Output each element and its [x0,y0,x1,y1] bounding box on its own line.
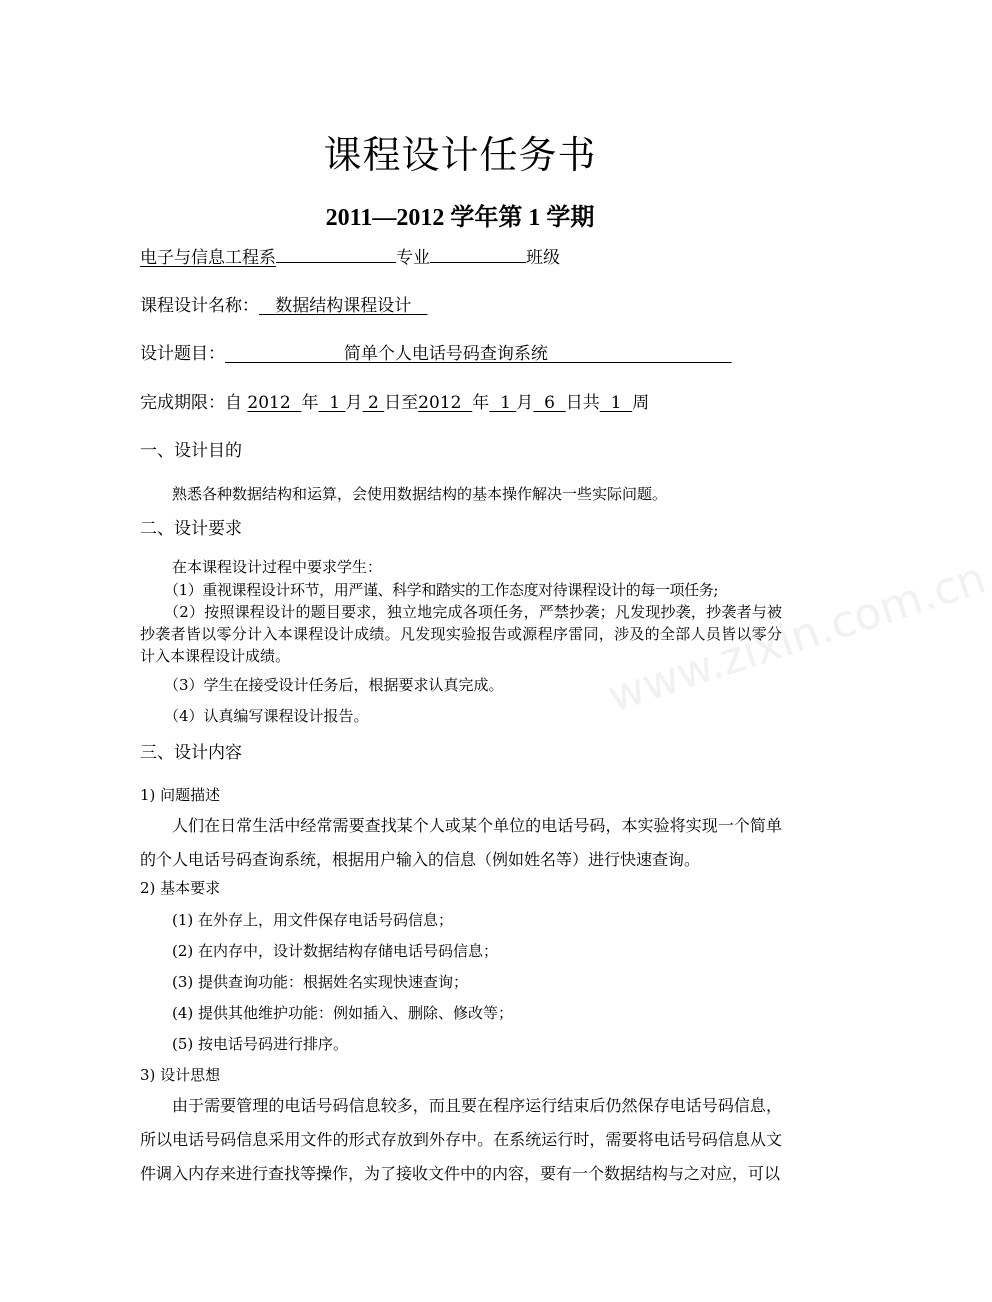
end-month-text: 1 [500,393,511,413]
requirement-1: (1) 在外存上，用文件保存电话号码信息； [172,911,454,929]
course-name-value [259,296,427,316]
design-topic-value [225,344,732,364]
month-label-1: 月 [345,393,363,413]
start-day [363,393,385,413]
section2-item3: （3）学生在接受设计任务后，根据要求认真完成。 [164,676,504,694]
sub1-text: 人们在日常生活中经常需要查找某个人或某个单位的电话号码，本实验将实现一个简单的个人电话号码查询系统，根据用户输入的信息（例如姓名等）进行快速查询。 [140,816,782,869]
weeks-count [600,393,632,413]
requirement-4: (4) 提供其他维护功能：例如插入、删除、修改等； [172,1004,514,1022]
section2-item2: （2）按照课程设计的题目要求，独立地完成各项任务，严禁抄袭；凡发现抄袭，抄袭者与被抄袭者皆以零分计入本课程设计成绩。凡发现实验报告或源程序雷同，涉及的全部人员皆以零分计入本课程设计成绩。 [140,603,782,665]
section2-heading: 二、设计要求 [140,519,242,539]
requirement-2: (2) 在内存中，设计数据结构存储电话号码信息； [172,942,499,960]
month-label-2: 月 [516,393,534,413]
section1-text: 熟悉各种数据结构和运算，会使用数据结构的基本操作解决一些实际问题。 [172,485,668,503]
sub1-heading: 1) 问题描述 [140,786,221,804]
start-year-text: 2012 [247,393,291,413]
watermark: www.zixin.com.cn [601,552,992,723]
course-name-label: 课程设计名称： [140,296,259,316]
requirement-5: (5) 按电话号码进行排序。 [172,1035,349,1053]
requirement-3: (3) 提供查询功能：根据姓名实现快速查询； [172,973,469,991]
start-month-text: 1 [329,393,341,413]
day-to-label: 日至 [384,393,419,413]
start-year [247,393,301,413]
section3-heading: 三、设计内容 [140,743,242,763]
weeks-count-text: 1 [610,393,622,413]
end-day [533,393,565,413]
design-topic-text: 简单个人电话号码查询系统 [343,344,548,364]
start-day-text: 2 [367,393,379,413]
sub3-text: 由于需要管理的电话号码信息较多，而且要在程序运行结束后仍然保存电话号码信息，所以电话号码信息采用文件的形式存放到外存中。在系统运行时，需要将电话号码信息从文件调入内存来进行查找等操作，为了接收文件中的内容，要有一个数据结构与之对应，可以 [140,1096,782,1183]
department-line [140,245,560,269]
week-label: 周 [632,393,650,413]
document-title: 课程设计任务书 [323,133,597,177]
department-name: 电子与信息工程系 [140,248,276,268]
section2-item4: （4）认真编写课程设计报告。 [164,707,369,725]
sub3-heading: 3) 设计思想 [140,1066,221,1084]
course-name-line [140,295,427,317]
deadline-line [140,392,649,414]
course-name-text: 数据结构课程设计 [275,296,412,316]
year-label-2: 年 [472,393,490,413]
start-month [318,393,345,413]
section2-intro: 在本课程设计过程中要求学生： [172,558,383,576]
section1-heading: 一、设计目的 [140,441,242,461]
class-label: 班级 [526,248,560,268]
end-year [418,393,472,413]
sub2-heading: 2) 基本要求 [140,879,221,897]
design-topic-line [140,343,732,365]
day-total-label: 日共 [565,393,600,413]
end-year-text: 2012 [418,393,462,413]
section2-item1: （1）重视课程设计环节，用严谨、科学和踏实的工作态度对待课程设计的每一项任务; [164,581,719,599]
end-month [489,393,516,413]
year-label-1: 年 [301,393,319,413]
semester-subtitle: 2011—2012 学年第 1 学期 [325,205,595,231]
major-blank [276,245,396,263]
design-topic-label: 设计题目： [140,344,225,364]
major-label: 专业 [396,248,430,268]
end-day-text: 6 [544,393,555,413]
deadline-label: 完成期限：自 [140,393,242,413]
class-blank [430,245,526,263]
